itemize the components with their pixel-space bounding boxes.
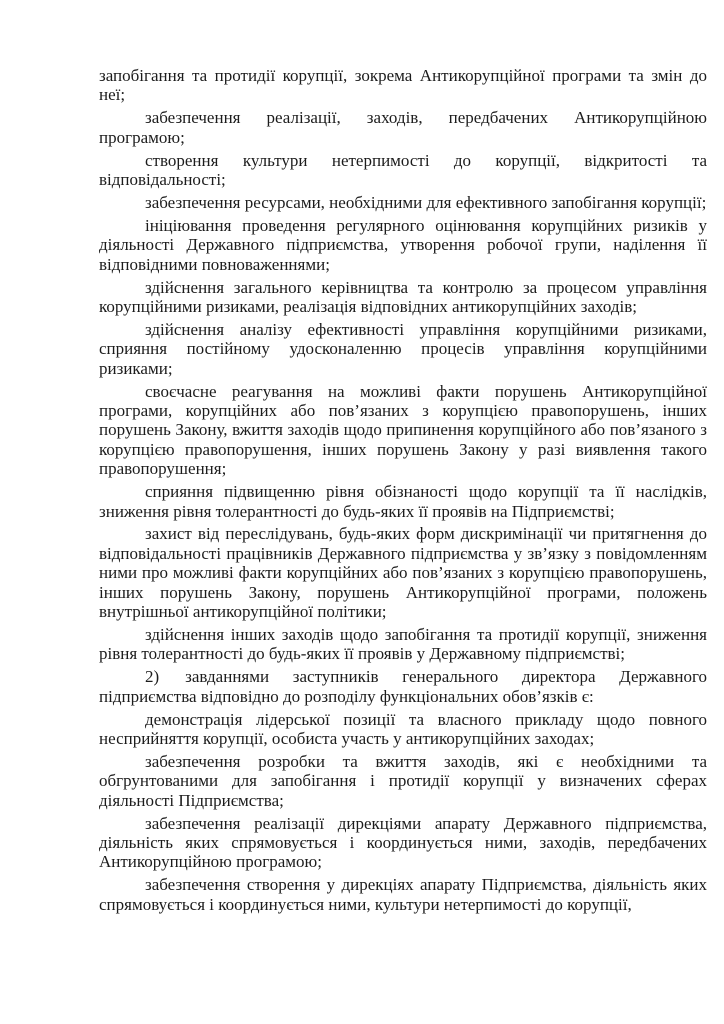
paragraph: запобігання та протидії корупції, зокрема Антикорупційної програми та змін до неї;: [99, 66, 707, 105]
numbered-item-marker: 2): [145, 667, 160, 687]
paragraph: здійснення аналізу ефективності управління корупційними ризиками, сприяння постійному удосконаленню процесів управління корупційними ризиками;: [99, 319, 707, 378]
paragraph: ініціювання проведення регулярного оцінювання корупційних ризиків у діяльності Державного підприємства, утворення робочої групи, наділення її відповідними повноваженнями;: [99, 215, 707, 274]
paragraph: [99, 667, 707, 706]
paragraph: здійснення інших заходів щодо запобігання та протидії корупції, зниження рівня толерантності до будь-яких її проявів у Державному підприємстві;: [99, 624, 707, 664]
paragraph: забезпечення ресурсами, необхідними для ефективного запобігання корупції;: [145, 192, 707, 212]
paragraph: створення культури нетерпимості до корупції, відкритості та відповідальності;: [99, 150, 707, 190]
paragraph-text: завданнями заступників генерального директора Державного підприємства відповідно до розподілу функціональних обов’язків є:: [99, 667, 707, 706]
document-body: [99, 66, 707, 918]
paragraph: здійснення загального керівництва та контролю за процесом управління корупційними ризиками, реалізація відповідних антикорупційних заходів;: [99, 277, 707, 316]
paragraph: забезпечення створення у дирекціях апарату Підприємства, діяльність яких спрямовується і координується ними, культури нетерпимості до корупції,: [99, 875, 707, 914]
paragraph: захист від переслідувань, будь-яких форм дискримінації чи притягнення до відповідальності працівників Державного підприємства у зв’язку з повідомленням ними про можливі факти корупційних або пов’язаних з корупцією правопорушень, інших порушень Закону, порушень Антикорупційної програми, положень внутрішньої антикорупційної політики;: [99, 524, 707, 622]
paragraph: демонстрація лідерської позиції та власного прикладу щодо повного несприйняття корупції, особиста участь у антикорупційних заходах;: [99, 709, 707, 748]
paragraph: забезпечення реалізації, заходів, передбачених Антикорупційною програмою;: [99, 108, 707, 147]
paragraph: забезпечення реалізації дирекціями апарату Державного підприємства, діяльність яких спрямовується і координується ними, заходів, передбачених Антикорупційною програмою;: [99, 813, 707, 872]
paragraph: сприяння підвищенню рівня обізнаності щодо корупції та її наслідків, зниження рівня толерантності до будь-яких її проявів на Підприємстві;: [99, 482, 707, 521]
paragraph: своєчасне реагування на можливі факти порушень Антикорупційної програми, корупційних або пов’язаних з корупцією правопорушень, інших порушень Закону, вжиття заходів щодо припинення корупційного або пов’язаного з корупцією правопорушення, інших порушень Закону у разі виявлення такого правопорушення;: [99, 381, 707, 479]
paragraph: забезпечення розробки та вжиття заходів, які є необхідними та обгрунтованими для запобігання і протидії корупції у визначених сферах діяльності Підприємства;: [99, 751, 707, 810]
